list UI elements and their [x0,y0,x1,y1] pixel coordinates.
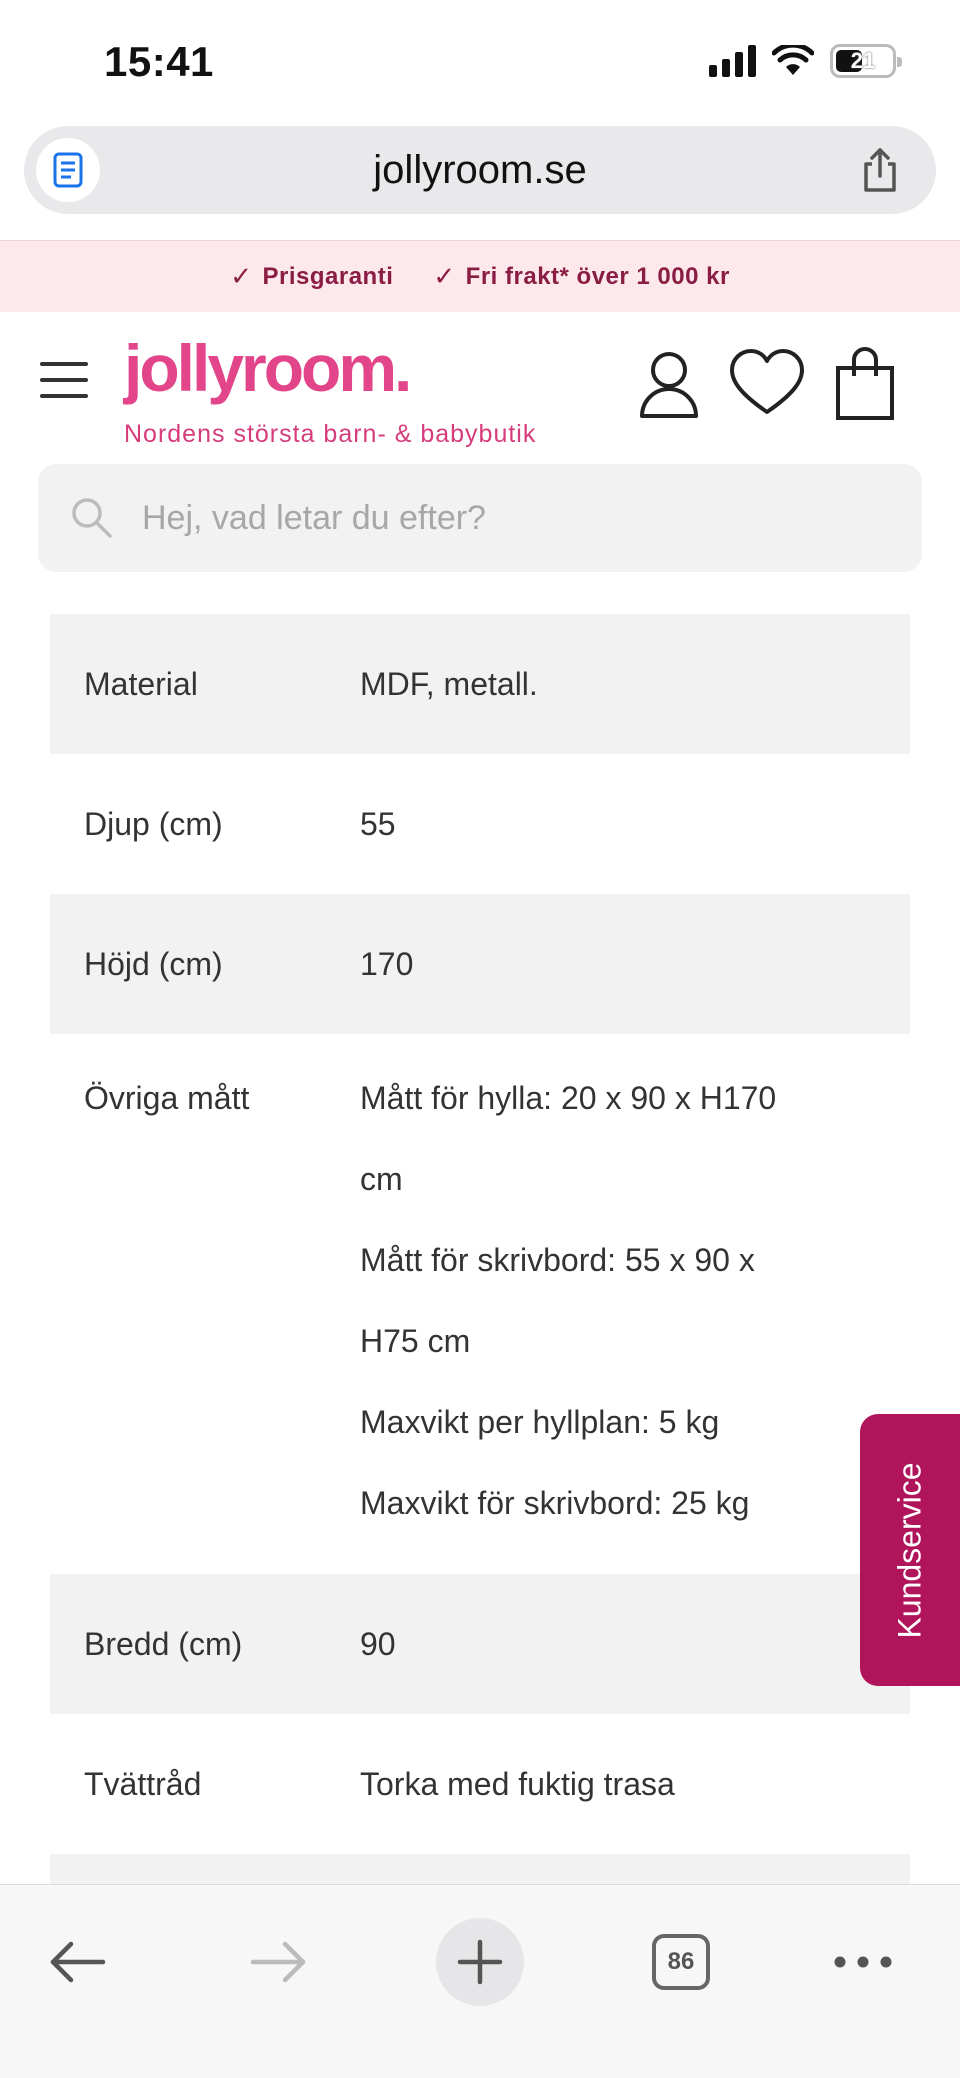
forward-button[interactable] [234,1917,324,2007]
spec-label: Höjd (cm) [84,946,223,982]
more-button[interactable] [818,1917,908,2007]
status-bar [0,0,960,124]
spec-value-list [360,1058,910,1544]
kundservice-tab[interactable] [860,1414,960,1686]
spec-label: Övriga mått [84,1080,250,1116]
spec-row-other-dimensions [50,1034,910,1574]
spec-row-depth [50,754,910,894]
status-icons [709,44,896,78]
spec-label: Bredd (cm) [84,1626,243,1662]
kundservice-label: Kundservice [891,1461,928,1639]
spec-value: Maxvikt per hyllplan: 5 kg [360,1404,720,1440]
spec-value: H75 cm [360,1323,471,1359]
spec-value: Mått för hylla: 20 x 90 x H170 [360,1080,777,1116]
spec-value: 90 [360,1626,396,1662]
spec-row-washing [50,1714,910,1854]
promo-item-price-guarantee [230,261,393,292]
checkmark-icon: ✓ [433,261,456,291]
spec-value: Maxvikt för skrivbord: 25 kg [360,1485,750,1521]
address-bar[interactable] [24,126,936,214]
spec-row-partial [50,1854,910,1884]
shopping-bag-icon[interactable] [830,346,900,422]
browser-toolbar [0,1884,960,2078]
account-icon[interactable] [634,346,704,422]
battery-icon [830,44,896,78]
spec-label: Djup (cm) [84,806,223,842]
menu-icon[interactable] [40,362,88,398]
search-input[interactable] [142,464,882,572]
tab-count: 86 [652,1934,710,1990]
spec-value: 55 [360,806,396,842]
promo-label: Fri frakt* över 1 000 kr [465,262,730,290]
new-tab-button[interactable] [436,1918,524,2006]
tabs-button[interactable] [636,1917,726,2007]
spec-label: Tvättråd [84,1766,202,1802]
promo-item-free-shipping [433,261,729,292]
wifi-icon [772,45,814,77]
spec-value: Mått för skrivbord: 55 x 90 x [360,1242,755,1278]
cellular-signal-icon [709,45,756,77]
battery-level: 21 [850,48,876,73]
tagline: Nordens största barn- & babybutik [124,420,537,448]
status-time: 15:41 [104,38,214,85]
arrow-left-icon [47,1940,107,1984]
plus-icon [457,1939,503,1985]
spec-row-width [50,1574,910,1714]
share-icon[interactable] [854,144,906,196]
spec-row-material [50,614,910,754]
spec-value: Torka med fuktig trasa [360,1766,675,1802]
url-text[interactable]: jollyroom.se [373,148,587,192]
checkmark-icon: ✓ [230,261,253,291]
promo-label: Prisgaranti [262,262,394,290]
promo-banner [0,240,960,312]
logo[interactable]: jollyroom. [124,331,410,405]
site-header [0,314,960,454]
spec-row-height [50,894,910,1034]
search-bar[interactable] [38,464,922,572]
spec-value: 170 [360,946,414,982]
spec-value: cm [360,1161,403,1197]
spec-value: MDF, metall. [360,666,538,702]
spec-table [50,614,910,1884]
spec-label: Material [84,666,198,702]
more-dots-icon [833,1955,893,1969]
arrow-right-icon [249,1940,309,1984]
heart-icon[interactable] [728,346,806,422]
back-button[interactable] [32,1917,122,2007]
search-icon [68,494,114,540]
